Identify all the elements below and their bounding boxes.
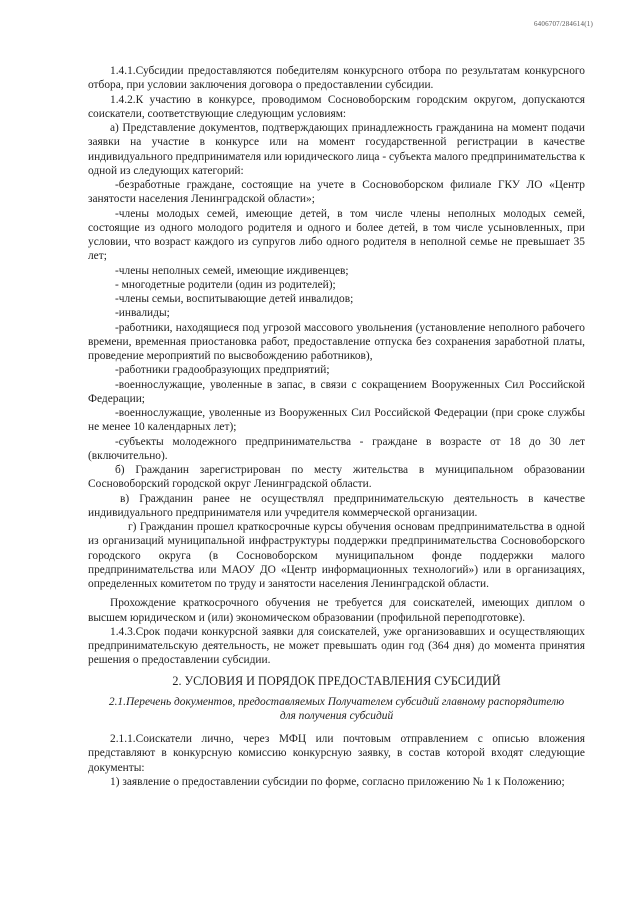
paragraph: -инвалиды; <box>115 307 170 320</box>
paragraph: 1.4.1.Субсидии предоставляются победителям конкурсного отбора по результатам конкурсного отбора, при условии заключения договора о предоставлении субсидии. <box>88 65 585 92</box>
paragraphs-block-2 <box>88 732 585 789</box>
paragraph: -члены молодых семей, имеющие детей, в том числе члены неполных молодых семей, состоящие из одного молодого родителя и одного и более детей, в том числе усыновленных, при условии, что возраст каждого из супругов либо одного родителя в неполной семье не превышает 35 лет; <box>88 207 585 263</box>
paragraph: -безработные граждане, состоящие на учете в Сосновоборском филиале ГКУ ЛО «Центр занятости населения Ленинградской области»; <box>88 179 585 206</box>
paragraph: 2.1.1.Соискатели лично, через МФЦ или почтовым отправлением с описью вложения представляют в конкурсную комиссию конкурсную заявку, в состав которой входят следующие документы: <box>88 733 585 774</box>
paragraph: в) Гражданин ранее не осуществлял предпринимательскую деятельность в качестве индивидуального предпринимателя или учредителя коммерческой организации. <box>88 492 585 519</box>
paragraph: а) Представление документов, подтверждающих принадлежность гражданина на момент подачи заявки на участие в конкурсе или на момент государственной регистрации в качестве индивидуального предпринимателя или юридического лица - субъекта малого предпринимательства к одной из следующих категорий: <box>88 122 585 177</box>
section-subtitle: 2.1.Перечень документов, предоставляемых Получателем субсидий главному распорядителю для получения субсидий <box>108 695 565 722</box>
paragraph: -работники, находящиеся под угрозой массового увольнения (установление неполного рабочего времени, временная приостановка работ, предоставление отпуска без сохранения заработной платы, проведение мероприятий по высвобождению работников), <box>88 321 585 362</box>
paragraph: г) Гражданин прошел краткосрочные курсы обучения основам предпринимательства в одной из организаций муниципальной инфраструктуры поддержки предпринимательства Сосновоборского городского округа (в Сосновоборском муниципальном фонде поддержки малого предпринимательства или МАОУ ДО «Центр информационных технологий») или в организациях, определенных комитетом по труду и занятости населения Ленинградской области. <box>88 521 585 590</box>
paragraph: б) Гражданин зарегистрирован по месту жительства в муниципальном образовании Сосновоборский городской округ Ленинградской области. <box>88 464 585 491</box>
paragraph: 1.4.2.К участию в конкурсе, проводимом Сосновоборским городским округом, допускаются соискатели, соответствующие следующим условиям: <box>88 93 585 120</box>
paragraph: -военнослужащие, уволенные в запас, в связи с сокращением Вооруженных Сил Российской Федерации; <box>88 378 585 405</box>
paragraph: - многодетные родители (один из родителей); <box>115 278 336 291</box>
document-body <box>88 64 585 789</box>
paragraphs-block-1 <box>88 64 585 668</box>
paragraph: -члены семьи, воспитывающие детей инвалидов; <box>115 293 354 305</box>
paragraph: Прохождение краткосрочного обучения не требуется для соискателей, имеющих диплом о высшем юридическом и (или) экономическом образовании (профильной переподготовке). <box>88 597 585 624</box>
paragraph: -работники градообразующих предприятий; <box>115 364 330 377</box>
paragraph: 1) заявление о предоставлении субсидии по форме, согласно приложению № 1 к Положению; <box>110 775 565 788</box>
paragraph: -военнослужащие, уволенные из Вооруженных Сил Российской Федерации (при сроке службы не менее 10 календарных лет); <box>88 407 585 434</box>
page-id-stamp: 6406707/284614(1) <box>533 20 593 28</box>
section-title: 2. УСЛОВИЯ И ПОРЯДОК ПРЕДОСТАВЛЕНИЯ СУБСИДИЙ <box>172 673 501 688</box>
paragraph: -члены неполных семей, имеющие иждивенцев; <box>115 264 349 277</box>
paragraph: -субъекты молодежного предпринимательства - граждане в возрасте от 18 до 30 лет (включительно). <box>88 435 585 462</box>
paragraph: 1.4.3.Срок подачи конкурсной заявки для соискателей, уже организовавших и осуществляющих предпринимательскую деятельность, не может превышать один год (364 дня) до момента принятия решения о предоставлении субсидии. <box>88 625 585 667</box>
